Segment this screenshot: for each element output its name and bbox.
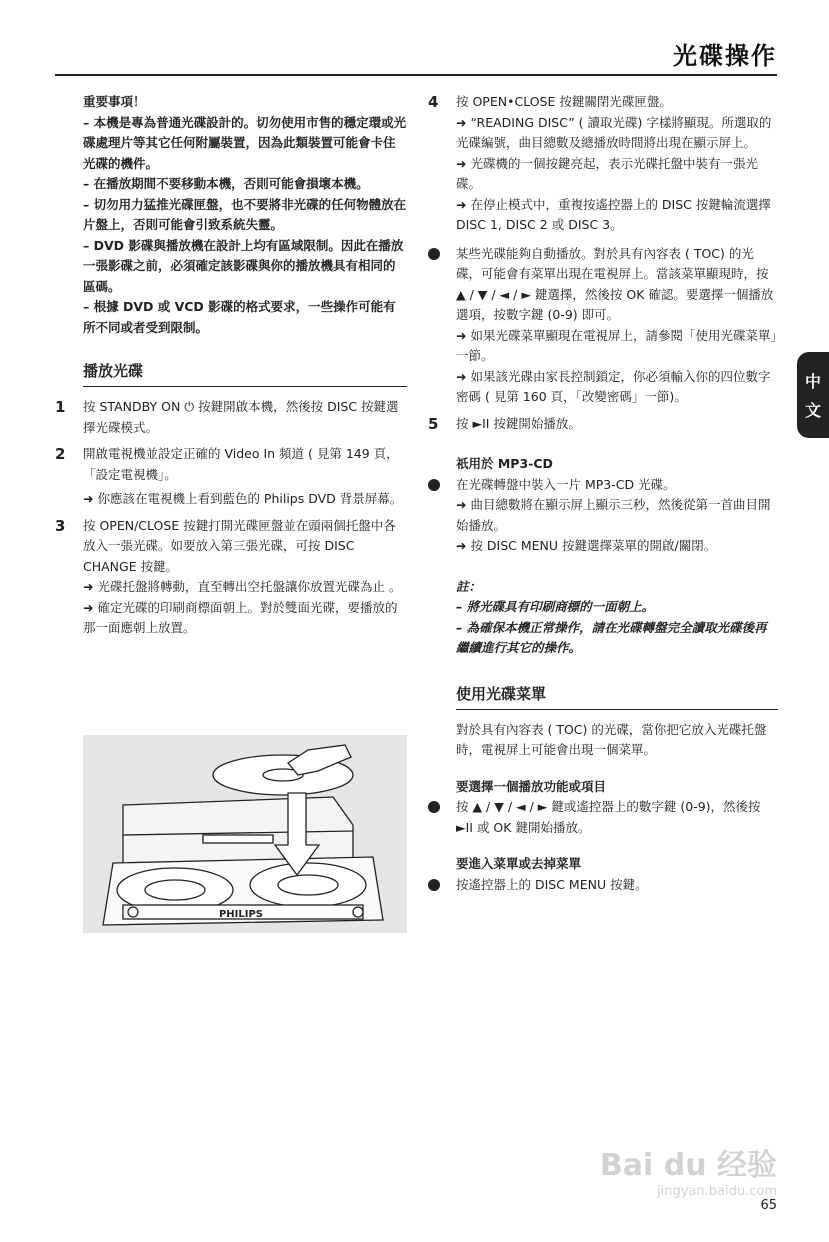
illustration-brand: PHILIPS <box>218 909 264 920</box>
step-3 <box>55 516 407 639</box>
language-tab-char-2: 文 <box>804 401 821 420</box>
dvd-changer-drawing <box>83 735 407 933</box>
mp3-bullet <box>428 475 778 557</box>
step-text: 按 STANDBY ON ⏻ 按鍵開啟本機，然後按 DISC 按鍵選擇光碟模式。 <box>83 399 399 435</box>
mp3-heading: 祇用於 MP3-CD <box>456 456 553 471</box>
header-rule <box>55 74 777 76</box>
notice-line-5: – 根據 DVD 或 VCD 影碟的格式要求，一些操作可能有所不同或者受到限制。 <box>83 299 396 335</box>
step-number: 3 <box>55 516 66 535</box>
step-1 <box>55 397 407 438</box>
autoplay-bullet <box>428 244 778 408</box>
step-4 <box>428 92 778 236</box>
notice-line-4: – DVD 影碟與播放機在設計上均有區域限制。因此在播放一張影碟之前，必須確定該影碟與你的播放機具有相同的區碼。 <box>83 237 404 294</box>
step-5 <box>428 414 778 435</box>
watermark-logo: Bai du 经验 <box>599 1148 777 1183</box>
bullet-result: ➜ 如果該光碟由家長控制鎖定，你必須輸入你的四位數字密碼 ( 見第 160 頁，「改變密碼」一節)。 <box>456 368 771 404</box>
menu-subheading-select: 要選擇一個播放功能或項目 <box>456 778 607 794</box>
language-tab <box>797 352 829 438</box>
step-2 <box>55 444 407 510</box>
watermark-url: jingyan.baidu.com <box>657 1184 777 1199</box>
watermark <box>600 1140 777 1199</box>
note-line-2: – 為確保本機正常操作，請在光碟轉盤完全讀取光碟後再繼續進行其它的操作。 <box>456 619 767 655</box>
notice-line-3: – 切勿用力猛推光碟匣盤，也不要將非光碟的任何物體放在片盤上，否則可能會引致系統失靈。 <box>83 196 407 232</box>
step-result: ➜ 確定光碟的印刷商標面朝上。對於雙面光碟，要播放的那一面應朝上放置。 <box>83 599 398 635</box>
bullet-text: 按 ▲ / ▼ / ◄ / ► 鍵或遙控器上的數字鍵 (0-9)，然後按 ►II 或 OK 鍵開始播放。 <box>456 799 761 835</box>
bullet-text: 按遙控器上的 DISC MENU 按鍵。 <box>456 876 648 892</box>
step-text: 按 OPEN•CLOSE 按鍵關閉光碟匣盤。 <box>456 94 672 109</box>
left-column <box>55 92 407 639</box>
step-number: 1 <box>55 398 66 416</box>
menu-intro: 對於具有內容表 ( TOC) 的光碟，當你把它放入光碟托盤時，電視屏上可能會出現一個菜單。 <box>456 721 767 757</box>
bullet-icon <box>428 801 440 813</box>
step-result: ➜ 光碟托盤將轉動，直至轉出空托盤讓你放置光碟為止 。 <box>83 579 402 594</box>
step-text: 按 OPEN/CLOSE 按鍵打開光碟匣盤並在頭兩個托盤中各放入一張光碟。如要放入第三張光碟，可按 DISC CHANGE 按鍵。 <box>83 517 396 574</box>
bullet-icon <box>428 879 440 891</box>
step-number: 5 <box>428 414 439 433</box>
notice-heading: 重要事項！ <box>83 94 146 109</box>
bullet-icon <box>428 248 440 260</box>
notice-line-1: – 本機是專為普通光碟設計的。切勿使用市售的穩定環或光碟處理片等其它任何附屬裝置，因為此類裝置可能會卡住光碟的機件。 <box>83 114 407 171</box>
menu-subheading-toggle: 要進入菜單或去掉菜單 <box>456 856 582 871</box>
note-heading: 註： <box>456 578 482 594</box>
step-result: ➜ 你應該在電視機上看到藍色的 Philips DVD 背景屏幕。 <box>83 491 403 506</box>
step-result: ➜ “READING DISC” ( 讀取光碟) 字樣將顯現。所選取的光碟編號，曲目總數及總播放時間將出現在顯示屏上。 <box>456 114 772 150</box>
note-block <box>428 577 778 659</box>
section-heading-play: 播放光碟 <box>83 360 407 387</box>
menu-toggle-bullet <box>428 875 778 896</box>
right-column <box>428 92 778 895</box>
bullet-result: ➜ 曲目總數將在顯示屏上顯示三秒，然後從第一首曲目開始播放。 <box>456 497 771 533</box>
menu-select-bullet <box>428 797 778 838</box>
notice-line-2: – 在播放期間不要移動本機，否則可能會損壞本機。 <box>83 176 369 191</box>
step-text: 開啟電視機並設定正確的 Video In 頻道 ( 見第 149 頁，「設定電視機」。 <box>83 446 399 482</box>
step-number: 2 <box>55 445 66 463</box>
step-number: 4 <box>428 93 439 111</box>
bullet-result: ➜ 按 DISC MENU 按鍵選擇菜單的開啟/關閉。 <box>456 538 717 553</box>
note-line-1: – 將光碟具有印刷商標的一面朝上。 <box>456 599 655 614</box>
dvd-player-illustration <box>83 735 407 933</box>
bullet-text: 某些光碟能夠自動播放。對於具有內容表 ( TOC) 的光碟，可能會有菜單出現在電視屏上。當該菜單顯現時，按 ▲ / ▼ / ◄ / ► 鍵選擇，然後按 OK 確認。要選擇一個播放選項，按數字鍵 (0-9) 即可。 <box>456 245 774 322</box>
bullet-result: ➜ 如果光碟菜單顯現在電視屏上，請參閱「使用光碟菜單」一節。 <box>456 327 777 363</box>
step-result: ➜ 光碟機的一個按鍵亮起，表示光碟托盤中裝有一張光碟。 <box>456 155 758 191</box>
language-tab-char-1: 中 <box>804 372 821 391</box>
bullet-text: 在光碟轉盤中裝入一片 MP3-CD 光碟。 <box>456 476 676 492</box>
bullet-icon <box>428 479 440 491</box>
section-heading-menu: 使用光碟菜單 <box>456 683 778 710</box>
step-result: ➜ 在停止模式中，重複按遙控器上的 DISC 按鍵輪流選擇 DISC 1, DISC 2 或 DISC 3。 <box>456 196 771 232</box>
step-text: 按 ►II 按鍵開始播放。 <box>456 415 581 431</box>
important-notice <box>55 92 407 338</box>
page-number: 65 <box>760 1198 777 1213</box>
page-title: 光碟操作 <box>673 42 777 70</box>
